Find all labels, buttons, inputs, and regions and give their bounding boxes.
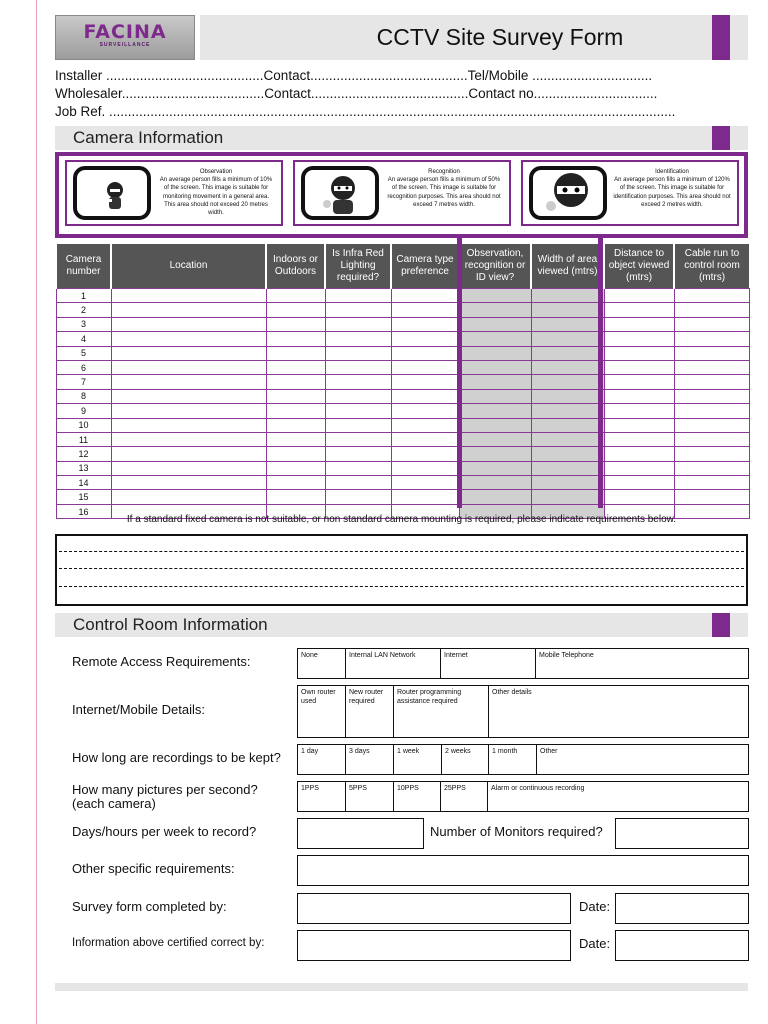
table-row — [56, 389, 749, 403]
camera-entry-cell[interactable] — [674, 461, 749, 475]
camera-entry-cell[interactable] — [531, 289, 604, 303]
camera-entry-cell[interactable] — [325, 332, 391, 346]
page-title: CCTV Site Survey Form — [376, 24, 624, 50]
camera-entry-cell[interactable] — [531, 404, 604, 418]
camera-entry-cell[interactable] — [111, 346, 266, 360]
camera-entry-cell[interactable] — [459, 303, 531, 317]
camera-number-cell: 1 — [56, 289, 111, 303]
completed-date-label: Date: — [579, 899, 611, 914]
camera-entry-cell[interactable] — [111, 418, 266, 432]
camera-entry-cell[interactable] — [325, 461, 391, 475]
option-5pps[interactable]: 5PPS — [346, 782, 394, 811]
camera-entry-cell[interactable] — [391, 303, 459, 317]
installer-line[interactable]: Installer ..........................................Contact..........................................Tel/Mobile ................................ — [55, 68, 653, 83]
camera-entry-cell[interactable] — [266, 375, 325, 389]
camera-entry-cell[interactable] — [674, 490, 749, 504]
camera-entry-cell[interactable] — [604, 289, 674, 303]
table-row — [56, 303, 749, 317]
option-new-router[interactable]: New router required — [346, 686, 394, 737]
camera-entry-cell[interactable] — [674, 447, 749, 461]
camera-number-cell: 10 — [56, 418, 111, 432]
camera-entry-cell[interactable] — [459, 432, 531, 446]
camera-entry-cell[interactable] — [266, 346, 325, 360]
camera-entry-cell[interactable] — [391, 461, 459, 475]
camera-entry-cell[interactable] — [674, 389, 749, 403]
camera-entry-cell[interactable] — [674, 289, 749, 303]
camera-entry-cell[interactable] — [674, 346, 749, 360]
camera-entry-cell[interactable] — [325, 432, 391, 446]
option-10pps[interactable]: 10PPS — [394, 782, 441, 811]
camera-entry-cell[interactable] — [325, 346, 391, 360]
table-row — [56, 490, 749, 504]
table-row — [56, 461, 749, 475]
other-requirements-label: Other specific requirements: — [72, 861, 235, 876]
camera-number-cell: 16 — [56, 504, 111, 518]
camera-entry-cell[interactable] — [459, 447, 531, 461]
option-mobile-telephone[interactable]: Mobile Telephone — [539, 652, 594, 659]
logo-subtext: SURVEILLANCE — [99, 42, 151, 48]
camera-entry-cell[interactable] — [604, 418, 674, 432]
monitors-label: Number of Monitors required? — [430, 824, 603, 839]
camera-entry-cell[interactable] — [459, 418, 531, 432]
internet-mobile-options — [297, 685, 749, 738]
camera-entry-cell[interactable] — [531, 476, 604, 490]
camera-entry-cell[interactable] — [325, 490, 391, 504]
view-column-divider-left — [457, 238, 462, 508]
certified-by-label: Information above certified correct by: — [72, 937, 265, 949]
company-logo — [55, 15, 195, 60]
camera-entry-cell[interactable] — [604, 404, 674, 418]
option-own-router[interactable]: Own router used — [298, 686, 346, 737]
camera-entry-cell[interactable] — [674, 332, 749, 346]
pictures-per-second-options — [297, 781, 749, 812]
camera-section-title: Camera Information — [73, 128, 224, 147]
camera-entry-cell[interactable] — [325, 360, 391, 374]
col-cable-run: Cable run to control room (mtrs) — [674, 244, 749, 289]
camera-entry-cell[interactable] — [459, 404, 531, 418]
table-row — [56, 418, 749, 432]
camera-entry-cell[interactable] — [325, 418, 391, 432]
camera-number-cell: 15 — [56, 490, 111, 504]
camera-entry-cell[interactable] — [266, 461, 325, 475]
notes-line — [59, 586, 744, 587]
camera-entry-cell[interactable] — [111, 432, 266, 446]
table-row — [56, 360, 749, 374]
table-row — [56, 375, 749, 389]
camera-entry-cell[interactable] — [391, 447, 459, 461]
camera-entry-cell[interactable] — [531, 461, 604, 475]
camera-entry-cell[interactable] — [531, 332, 604, 346]
camera-entry-cell[interactable] — [325, 404, 391, 418]
camera-number-cell: 2 — [56, 303, 111, 317]
camera-entry-cell[interactable] — [459, 375, 531, 389]
camera-number-cell: 3 — [56, 317, 111, 331]
camera-number-cell: 6 — [56, 360, 111, 374]
option-3-days[interactable]: 3 days — [346, 745, 394, 774]
camera-number-cell: 14 — [56, 476, 111, 490]
observation-thief-icon — [73, 166, 151, 220]
camera-section-accent — [712, 126, 730, 150]
camera-entry-cell[interactable] — [604, 461, 674, 475]
recognition-heading: Recognition — [428, 169, 460, 175]
camera-entry-cell[interactable] — [604, 447, 674, 461]
camera-number-cell: 4 — [56, 332, 111, 346]
camera-entry-cell[interactable] — [111, 375, 266, 389]
camera-entry-cell[interactable] — [391, 476, 459, 490]
identification-view-card — [521, 160, 739, 226]
camera-number-cell: 8 — [56, 389, 111, 403]
camera-entry-cell[interactable] — [111, 389, 266, 403]
camera-entry-cell[interactable] — [531, 375, 604, 389]
table-row — [56, 476, 749, 490]
option-1pps[interactable]: 1PPS — [298, 782, 346, 811]
camera-entry-cell[interactable] — [391, 332, 459, 346]
camera-entry-cell[interactable] — [111, 447, 266, 461]
notes-line — [59, 551, 744, 552]
notes-line — [59, 568, 744, 569]
camera-entry-cell[interactable] — [266, 432, 325, 446]
camera-entry-cell[interactable] — [111, 332, 266, 346]
camera-entry-cell[interactable] — [604, 317, 674, 331]
page-margin-line — [36, 0, 37, 1024]
camera-entry-cell[interactable] — [325, 303, 391, 317]
camera-entry-cell[interactable] — [459, 332, 531, 346]
option-router-programming[interactable]: Router programming assistance required — [394, 686, 489, 737]
identification-text: An average person fills a minimum of 120% of the screen. This image is suitable for identification purposes. This area should not exceed 2 metres width. — [613, 177, 731, 208]
camera-entry-cell[interactable] — [459, 389, 531, 403]
camera-entry-cell[interactable] — [604, 490, 674, 504]
camera-entry-cell[interactable] — [266, 404, 325, 418]
camera-entry-cell[interactable] — [266, 447, 325, 461]
camera-entry-cell[interactable] — [459, 490, 531, 504]
option-1-day[interactable]: 1 day — [298, 745, 346, 774]
recognition-thief-icon — [301, 166, 379, 220]
camera-entry-cell[interactable] — [266, 476, 325, 490]
table-row — [56, 447, 749, 461]
camera-entry-cell[interactable] — [674, 432, 749, 446]
camera-entry-cell[interactable] — [391, 289, 459, 303]
camera-entry-cell[interactable] — [391, 490, 459, 504]
recordings-kept-label: How long are recordings to be kept? — [72, 750, 281, 765]
camera-entry-cell[interactable] — [459, 346, 531, 360]
completed-date-field[interactable] — [615, 893, 749, 924]
logo-text: FACINA — [83, 21, 167, 43]
remote-access-options — [297, 648, 749, 679]
camera-entry-cell[interactable] — [325, 317, 391, 331]
pictures-per-second-label: How many pictures per second? (each camera) — [72, 782, 258, 811]
option-other-details[interactable]: Other details — [492, 689, 532, 696]
table-row — [56, 432, 749, 446]
certified-by-field[interactable] — [297, 930, 571, 961]
camera-entry-cell[interactable] — [674, 404, 749, 418]
certified-date-label: Date: — [579, 936, 611, 951]
option-1-week[interactable]: 1 week — [394, 745, 442, 774]
camera-entry-cell[interactable] — [604, 375, 674, 389]
camera-entry-cell[interactable] — [325, 476, 391, 490]
camera-entry-cell[interactable] — [391, 418, 459, 432]
non-standard-note: If a standard fixed camera is not suitable, or non standard camera mounting is required, please indicate requirements below. — [126, 514, 677, 525]
job-ref-line[interactable]: Job Ref. ....................................................................................................................................................... — [55, 104, 676, 119]
col-camera-type: Camera type preference — [391, 244, 459, 289]
camera-entry-cell[interactable] — [531, 346, 604, 360]
camera-entry-cell[interactable] — [674, 303, 749, 317]
monitors-field[interactable] — [615, 818, 749, 849]
camera-number-cell: 7 — [56, 375, 111, 389]
camera-entry-cell[interactable] — [674, 375, 749, 389]
camera-entry-cell[interactable] — [459, 317, 531, 331]
camera-entry-cell[interactable] — [604, 389, 674, 403]
recordings-kept-options — [297, 744, 749, 775]
option-alarm-continuous[interactable]: Alarm or continuous recording — [491, 785, 585, 792]
camera-entry-cell[interactable] — [266, 303, 325, 317]
camera-entry-cell[interactable] — [531, 389, 604, 403]
option-internet[interactable]: Internet — [441, 649, 536, 678]
camera-entry-cell[interactable] — [531, 360, 604, 374]
camera-entry-cell[interactable] — [604, 476, 674, 490]
col-indoors-outdoors: Indoors or Outdoors — [266, 244, 325, 289]
observation-text: An average person fills a minimum of 10% of the screen. This image is suitable for monitoring movement in a general area. This area should not exceed 20 metres width. — [159, 177, 273, 217]
camera-entry-cell[interactable] — [266, 389, 325, 403]
camera-entry-cell[interactable] — [391, 360, 459, 374]
camera-entry-cell[interactable] — [325, 289, 391, 303]
recognition-view-card — [293, 160, 511, 226]
camera-entry-cell[interactable] — [111, 404, 266, 418]
camera-entry-cell[interactable] — [266, 360, 325, 374]
col-location: Location — [111, 244, 266, 289]
recognition-text: An average person fills a minimum of 50% of the screen. This image is suitable for recognition purposes. This area should not exceed 7 metres width. — [387, 177, 501, 208]
camera-entry-cell[interactable] — [266, 418, 325, 432]
table-row — [56, 332, 749, 346]
other-requirements-field[interactable] — [297, 855, 749, 886]
camera-entry-cell[interactable] — [531, 490, 604, 504]
camera-entry-cell[interactable] — [674, 317, 749, 331]
camera-entry-cell[interactable] — [604, 303, 674, 317]
camera-entry-cell[interactable] — [266, 490, 325, 504]
table-row — [56, 346, 749, 360]
camera-entry-cell[interactable] — [325, 389, 391, 403]
completed-by-field[interactable] — [297, 893, 571, 924]
view-column-divider-right — [598, 238, 603, 508]
days-hours-label: Days/hours per week to record? — [72, 824, 257, 839]
camera-entry-cell[interactable] — [111, 476, 266, 490]
camera-entry-cell[interactable] — [391, 389, 459, 403]
col-infra-red: Is Infra Red Lighting required? — [325, 244, 391, 289]
title-accent-block — [712, 15, 730, 60]
camera-number-cell: 12 — [56, 447, 111, 461]
camera-entry-cell[interactable] — [325, 375, 391, 389]
camera-entry-cell[interactable] — [531, 447, 604, 461]
option-1-month[interactable]: 1 month — [489, 745, 537, 774]
table-row — [56, 289, 749, 303]
col-camera-number: Camera number — [56, 244, 111, 289]
camera-entry-cell[interactable] — [674, 360, 749, 374]
camera-table — [55, 244, 750, 519]
footer-bar — [55, 983, 748, 991]
camera-number-cell: 9 — [56, 404, 111, 418]
camera-entry-cell[interactable] — [674, 418, 749, 432]
remote-access-label: Remote Access Requirements: — [72, 654, 251, 669]
camera-entry-cell[interactable] — [325, 447, 391, 461]
camera-entry-cell[interactable] — [391, 404, 459, 418]
camera-entry-cell[interactable] — [604, 346, 674, 360]
option-2-weeks[interactable]: 2 weeks — [442, 745, 489, 774]
control-room-accent — [712, 613, 730, 637]
camera-number-cell: 11 — [56, 432, 111, 446]
table-row — [56, 317, 749, 331]
option-none[interactable]: None — [298, 649, 346, 678]
camera-entry-cell[interactable] — [111, 303, 266, 317]
wholesaler-line[interactable]: Wholesaler......................................Contact..........................................Contact no................................. — [55, 86, 658, 101]
camera-entry-cell[interactable] — [111, 317, 266, 331]
col-distance: Distance to object viewed (mtrs) — [604, 244, 674, 289]
option-internal-lan[interactable]: Internal LAN Network — [346, 649, 441, 678]
camera-entry-cell[interactable] — [111, 490, 266, 504]
camera-entry-cell[interactable] — [266, 289, 325, 303]
camera-number-cell: 5 — [56, 346, 111, 360]
camera-entry-cell[interactable] — [459, 461, 531, 475]
camera-entry-cell[interactable] — [266, 332, 325, 346]
requirements-notes-box[interactable] — [55, 534, 748, 606]
camera-entry-cell[interactable] — [266, 317, 325, 331]
observation-heading: Observation — [199, 169, 233, 175]
col-width-viewed: Width of area viewed (mtrs) — [531, 244, 604, 289]
camera-entry-cell[interactable] — [531, 303, 604, 317]
identification-thief-icon — [529, 166, 607, 220]
camera-entry-cell[interactable] — [391, 346, 459, 360]
camera-entry-cell[interactable] — [531, 432, 604, 446]
camera-entry-cell[interactable] — [391, 375, 459, 389]
internet-mobile-label: Internet/Mobile Details: — [72, 702, 205, 717]
col-view-type: Observation, recognition or ID view? — [459, 244, 531, 289]
days-hours-field[interactable] — [297, 818, 424, 849]
option-25pps[interactable]: 25PPS — [441, 782, 488, 811]
camera-entry-cell[interactable] — [111, 360, 266, 374]
camera-entry-cell[interactable] — [459, 360, 531, 374]
camera-number-cell: 13 — [56, 461, 111, 475]
camera-entry-cell[interactable] — [604, 360, 674, 374]
observation-view-card — [65, 160, 283, 226]
camera-entry-cell[interactable] — [111, 461, 266, 475]
option-other[interactable]: Other — [540, 748, 558, 755]
camera-entry-cell[interactable] — [604, 432, 674, 446]
certified-date-field[interactable] — [615, 930, 749, 961]
identification-heading: Identification — [655, 169, 689, 175]
completed-by-label: Survey form completed by: — [72, 899, 227, 914]
camera-entry-cell[interactable] — [531, 317, 604, 331]
camera-entry-cell[interactable] — [111, 289, 266, 303]
camera-entry-cell[interactable] — [459, 289, 531, 303]
camera-entry-cell[interactable] — [391, 317, 459, 331]
camera-table-header — [56, 244, 749, 289]
camera-entry-cell[interactable] — [531, 418, 604, 432]
camera-entry-cell[interactable] — [604, 332, 674, 346]
camera-entry-cell[interactable] — [674, 476, 749, 490]
camera-entry-cell[interactable] — [459, 476, 531, 490]
camera-entry-cell[interactable] — [391, 432, 459, 446]
control-room-section-title: Control Room Information — [73, 615, 268, 634]
table-row — [56, 404, 749, 418]
